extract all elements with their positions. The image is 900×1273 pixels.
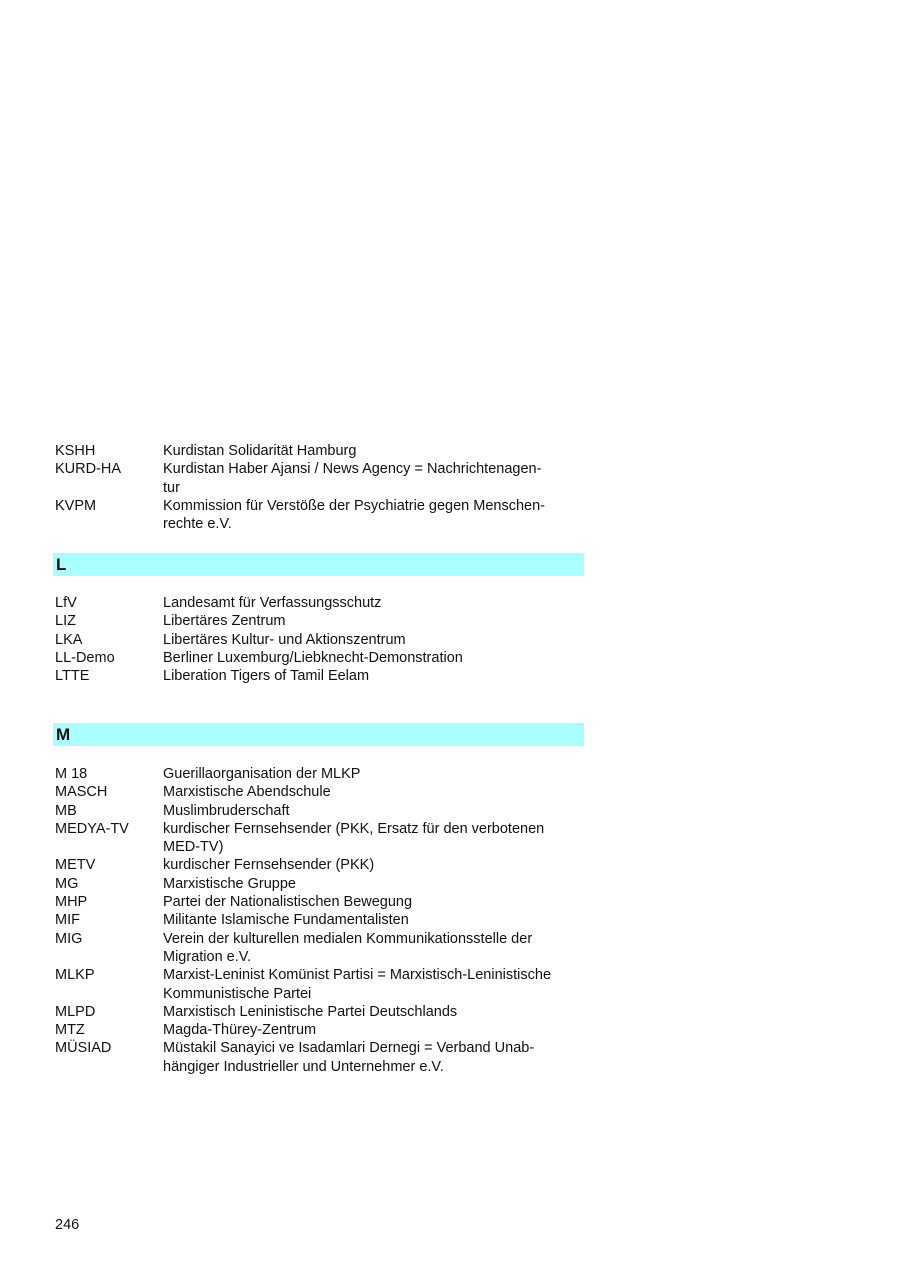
definition: Kurdistan Solidarität Hamburg [163,443,357,459]
abbreviation: KSHH [55,443,96,459]
glossary-entry [55,893,585,911]
glossary-entry [55,442,585,460]
abbreviation: MÜSIAD [55,1040,112,1057]
glossary-entry [55,612,585,630]
glossary-entry [55,1039,585,1076]
abbreviation: M 18 [55,766,88,782]
glossary-entry [55,497,585,534]
abbreviation: MB [55,802,77,819]
glossary-entry [55,1003,585,1021]
abbreviation: LTTE [55,668,90,685]
abbreviation: LL-Demo [55,649,115,666]
page-number: 246 [55,1217,80,1233]
definition: Marxistisch Leninistische Partei Deutschlands [163,1003,458,1020]
section-k-entries [55,442,585,533]
abbreviation: MLPD [55,1003,96,1020]
abbreviation: LfV [55,595,77,611]
glossary-entry [55,930,585,967]
glossary-entry [55,875,585,893]
definition: Muslimbruderschaft [163,802,290,819]
abbreviation: MEDYA-TV [55,820,129,837]
glossary-entry [55,667,585,685]
definition: Libertäres Kultur- und Aktionszentrum [163,631,406,648]
abbreviation: METV [55,857,96,874]
definition: Müstakil Sanayici ve Isadamlari Dernegi = Verband Unab- hängiger Industrieller und Unternehmer e.V. [163,1040,535,1075]
definition: Marxistische Abendschule [163,784,331,801]
glossary-entry [55,856,585,874]
glossary-entry [55,765,585,783]
section-m-entries [55,765,585,1076]
abbreviation: MG [55,875,79,892]
definition: Kommission für Verstöße der Psychiatrie gegen Menschen- rechte e.V. [163,497,546,533]
glossary-entry [55,966,585,1003]
section-header-l: L [53,553,584,576]
abbreviation: MTZ [55,1022,85,1039]
definition: Marxist-Leninist Komünist Partisi = Marxistisch-Leninistische Kommunistische Partei [163,967,552,1002]
abbreviation: MLKP [55,967,95,984]
abbreviation: MHP [55,894,88,911]
abbreviation: KVPM [55,497,97,514]
definition: kurdischer Fernsehsender (PKK) [163,857,375,874]
definition: Verein der kulturellen medialen Kommunikationsstelle der Migration e.V. [163,930,533,965]
glossary-entry [55,1021,585,1039]
section-l-entries [55,594,585,685]
glossary-entry [55,783,585,801]
abbreviation: LIZ [55,613,76,630]
glossary-entry [55,820,585,857]
definition: Liberation Tigers of Tamil Eelam [163,668,370,685]
definition: Libertäres Zentrum [163,613,286,630]
definition: Kurdistan Haber Ajansi / News Agency = Nachrichtenagen- tur [163,461,542,496]
abbreviation: MIG [55,930,83,947]
glossary-entry [55,631,585,649]
glossary-entry [55,802,585,820]
definition: Militante Islamische Fundamentalisten [163,912,409,929]
glossary-entry [55,594,585,612]
definition: Partei der Nationalistischen Bewegung [163,894,413,911]
definition: Marxistische Gruppe [163,875,296,892]
glossary-entry [55,460,585,497]
section-header-m: M [53,723,584,746]
abbreviation: KURD-HA [55,461,122,478]
glossary-entry [55,911,585,929]
abbreviation: LKA [55,631,83,648]
definition: kurdischer Fernsehsender (PKK, Ersatz für den verbotenen MED-TV) [163,820,545,856]
definition: Guerillaorganisation der MLKP [163,766,361,782]
abbreviation: MASCH [55,784,108,801]
definition: Magda-Thürey-Zentrum [163,1022,317,1039]
glossary-entry [55,649,585,667]
abbreviation: MIF [55,912,80,929]
definition: Berliner Luxemburg/Liebknecht-Demonstration [163,649,463,666]
definition: Landesamt für Verfassungsschutz [163,595,382,611]
